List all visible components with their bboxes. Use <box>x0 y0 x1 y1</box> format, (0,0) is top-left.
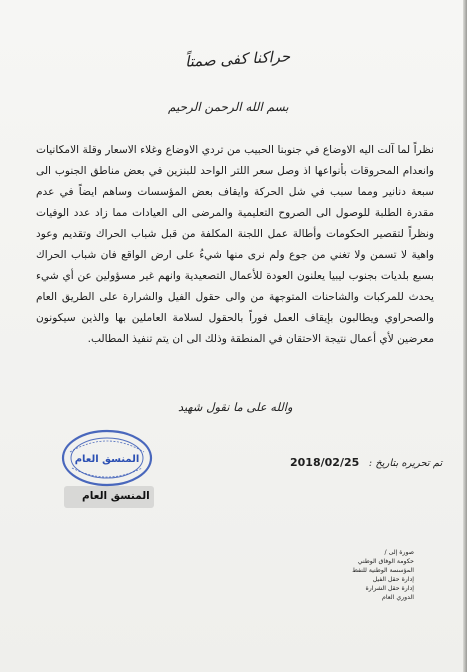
date-label: تم تحريره بتاريخ : <box>368 458 443 469</box>
official-stamp <box>60 428 154 488</box>
cc-item: حكومة الوفاق الوطني <box>357 558 414 565</box>
document-title: حراكنا كفى صمتاً <box>184 47 291 71</box>
cc-item: إدارة حقل الشرارة <box>365 585 414 592</box>
date-line <box>290 456 442 469</box>
cc-item: إدارة حقل الفيل <box>372 576 414 583</box>
cc-item: المؤسسة الوطنية للنفط <box>352 567 414 574</box>
cc-item: صورة إلى / <box>384 549 414 556</box>
closing-line: والله على ما نقول شهيد <box>178 400 293 414</box>
letter-body: نظراً لما آلت اليه الاوضاع في جنوبنا الحبيب من تردي الاوضاع وغلاء الاسعار وقلة الامكانيات وانعدام المحروقات بأنواعها اذ وصل سعر اللتر الواحد للبنزين في بعض مناطق الجنوب الى سبعة دنانير ومما سبب في شل الحركة وايقاف بعض المؤسسات وساهم ايضاً في عدم مقدرة الطلبة للوصول الى الصروح التعليمية والمرضى الى العيادات مما زاد عدد الوفيات ونظراً لتقصير الحكومات وأطالة عمل اللجنة المكلفة من قبل شباب الحراك وتقديم وعود واهية لا تسمن ولا تغني من جوع ولم نرى منها شيءُ على ارض الواقع فان شباب الحراك بسبع بلديات بجنوب ليبيا يعلنون العودة للأعمال التصعيدية وانهم غير مسؤولين عن أي شيء يحدث للمركبات والشاحنات المتوجهة من والى حقول الفيل والشرارة على الطريق العام والصحراوي ويطالبون بإيقاف العمل فوراً بالحقول لسلامة العاملين بها والذين سيكونون معرضين لأي أعمال نتيجة الاحتقان في المنطقة وذلك الى ان يتم تنفيذ المطالب. <box>36 144 434 345</box>
signer-title: المنسق العام <box>82 490 150 502</box>
page-edge-shadow <box>463 0 467 672</box>
cc-item: الدوري العام <box>382 594 414 601</box>
stamp-text: المنسق العام <box>74 454 140 465</box>
cc-list <box>306 548 414 602</box>
date-value: 2018/02/25 <box>290 456 360 469</box>
basmala: بسم الله الرحمن الرحيم <box>168 100 289 114</box>
